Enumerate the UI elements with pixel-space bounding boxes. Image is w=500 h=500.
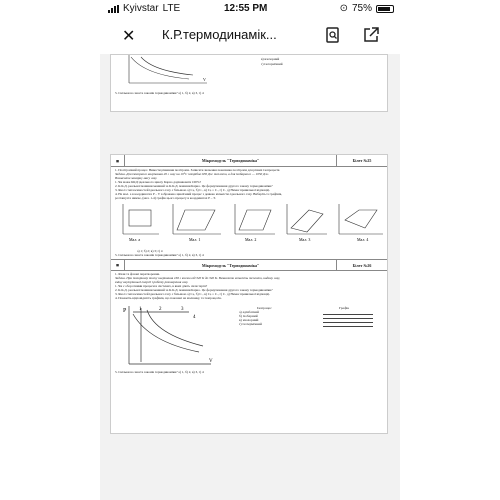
svg-text:3: 3 <box>181 307 184 312</box>
t26-line-4: 1. Чи є оборотними процеси в системах, в яких діють сили тертя? <box>115 284 208 288</box>
document-page-tickets <box>110 154 388 434</box>
table-row-isochoric: в) изохорний <box>239 318 259 322</box>
table-row-adiabatic: а) адіабатний <box>239 310 259 314</box>
svg-text:4: 4 <box>193 315 196 320</box>
battery-percent: 75% <box>351 3 372 14</box>
t26-line-5: 2. К.К.Д. реальної машини менший за К.К.Д. машини Карно. Це формулювання другого закону термодинаміки? <box>115 288 273 292</box>
t26-line-3: зміну внутрішньої енергії і роботу розширення газу. <box>115 280 189 284</box>
svg-text:P: P <box>123 308 127 314</box>
svg-text:2: 2 <box>159 307 162 312</box>
t26-question-5: 5. Скільки во знаєте законів термодинаміки? а) 1, б) 2, в) 3, г) 4 <box>115 370 204 374</box>
figure-3 <box>287 204 327 242</box>
figure-2 <box>235 204 275 242</box>
document-page-previous <box>110 54 388 112</box>
network-type: LTE <box>162 3 181 14</box>
t25-line-7: 4. На мал. а в координатах P – V зображено циклічний процес з деякою кількістю ідеального газу. Виберіть із графіків, <box>115 192 282 196</box>
figure-a <box>123 204 159 242</box>
t26-line-1: 1. Фази та фазові перетворення. <box>115 272 160 276</box>
option-d: г) ізотермічний <box>261 62 283 66</box>
figure-4 <box>339 204 383 242</box>
t26-line-6: 3. Яка із теплоємностей ідеального газу є більшою а) Сₚ, б) Cᵥ, в) Cₚ = Cᵥ, г) Cᵥ д) Немає правильної відповіді. <box>115 292 271 296</box>
t25-line-8: розташуєте нижче, (мал. 1-4) графік цього процесу в координатах P – T. <box>115 196 216 200</box>
t26-figure-area <box>111 300 387 370</box>
t25-answers: а) 1; б) 2; в) 3; г) 4 <box>137 249 163 253</box>
search-document-icon[interactable] <box>324 26 342 44</box>
t25-figures <box>111 200 387 244</box>
open-external-icon[interactable] <box>362 26 380 44</box>
t25-line-4: 1. Чи може ККД ідеального циклу Карно дорівнювати 100%? <box>115 180 202 184</box>
svg-text:V: V <box>203 77 206 82</box>
t26-isoprocess-graph <box>119 302 219 370</box>
fig-label-3: Мал. 3 <box>299 237 311 242</box>
t25-line-2: Задача. Для ізохорного нагрівання 20 г газу на 10°С потрібно 630 Дж теплоти, а для ізобарного — 1050 Дж. <box>115 172 269 176</box>
close-icon[interactable]: ✕ <box>122 28 136 45</box>
isoprocess-table <box>239 306 373 327</box>
t26-line-7: 4. Покажіть відповідність графіків, що показані на малюнку, та ізопроцесів. <box>115 296 222 300</box>
logo-icon: ▦ <box>111 260 125 270</box>
fig-label-1: Мал. 1 <box>189 237 201 242</box>
ticket-25-header <box>111 155 387 167</box>
document-title: К.Р.термодинамік... <box>162 27 277 42</box>
signal-icon <box>108 5 119 13</box>
t25-question-5: 5. Скільки во знаєте законів термодинаміки? а) 1, б) 2, в) 3, г) 4 <box>115 253 204 257</box>
t25-line-3: Визначити молярну масу газу. <box>115 176 158 180</box>
svg-text:V: V <box>209 359 213 364</box>
ticket-26-header <box>111 259 387 271</box>
t25-line-5: 2. К.К.Д. реальної машини менший за К.К.Д. машини Карно. Це формулювання другого закону термодинаміки? <box>115 184 273 188</box>
clock: 12:55 PM <box>224 3 268 14</box>
t25-line-6: 3. Яка із теплоємностей ідеального газу є більшою а) Сₚ, б) Cᵥ, в) Cₚ = Cᵥ, г) Cᵥ д) Немає правильної відповіді. <box>115 188 271 192</box>
battery-icon <box>376 5 394 13</box>
svg-text:1: 1 <box>139 307 142 312</box>
figure-1 <box>173 204 221 242</box>
ticket-25-module: Мікромодуль "Термодинаміка" <box>125 155 337 166</box>
document-viewport[interactable] <box>100 54 400 500</box>
table-row-isothermal: г) ізотермічний <box>239 322 262 326</box>
viewer-toolbar <box>100 22 400 50</box>
option-c: в) изохорний <box>261 57 280 61</box>
logo-icon: ▦ <box>111 155 125 166</box>
carrier-name: Kyivstar <box>123 3 159 14</box>
status-bar <box>0 0 500 18</box>
table-header-graph: Графік <box>339 306 350 310</box>
isoprocess-graph-fragment <box>119 55 209 89</box>
t25-line-1: 1. Політропний процес. Вивести рівняння політропи. Записати значення показника політропи для різних ізопроцесів <box>115 168 280 172</box>
rotation-lock-icon: ⊙ <box>339 3 348 14</box>
ticket-25-number: Білет №25 <box>352 158 372 163</box>
table-row-isobaric: б) ізобарний <box>239 314 258 318</box>
t26-line-2: Задача. При ізохорному тиску нагрівання 160 г кисню від 320 К до 340 К. Визначити кількість теплоти, надану газу, <box>115 276 281 280</box>
question-5: 5. Скільки во знаєте законів термодинаміки? а) 1, б) 2, в) 3, г) 4 <box>115 91 204 95</box>
ticket-26-module: Мікромодуль "Термодинаміка" <box>125 260 337 270</box>
fig-label-4: Мал. 4 <box>357 237 369 242</box>
table-header-process: Ізопроцес <box>257 306 272 310</box>
fig-label-a: Мал. а <box>129 237 141 242</box>
fig-label-2: Мал. 2 <box>245 237 257 242</box>
ticket-26-number: Білет №26 <box>352 262 372 268</box>
